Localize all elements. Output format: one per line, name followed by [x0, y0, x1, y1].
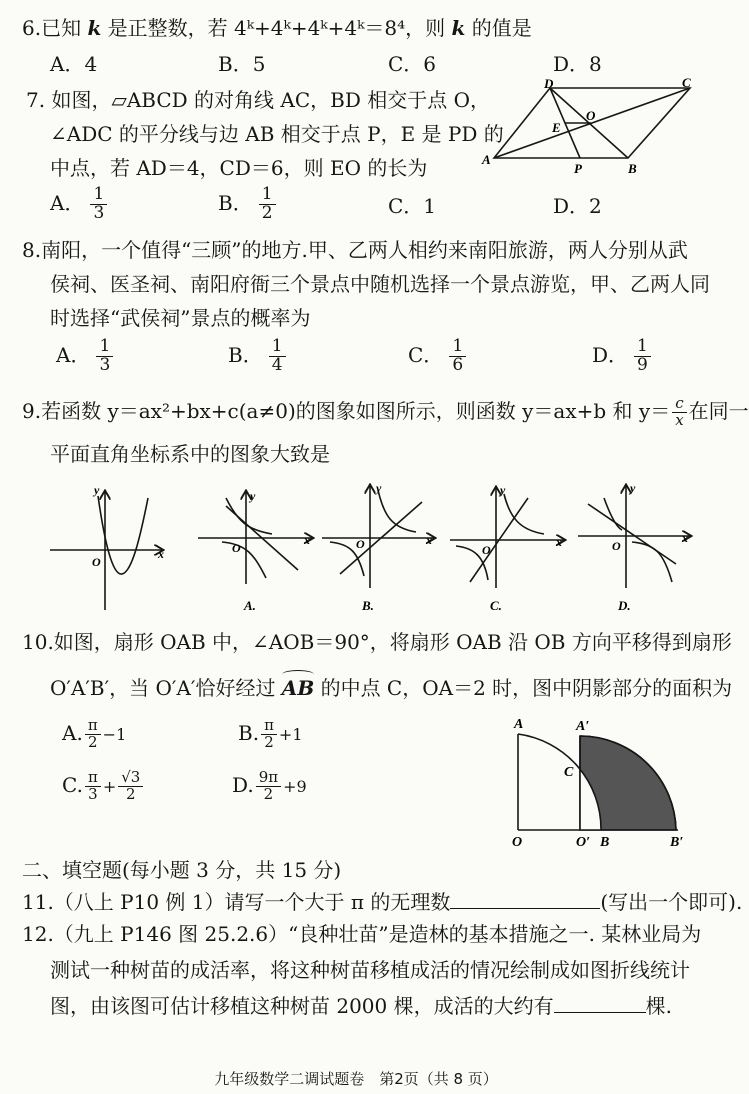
- q10-option-a-num: π: [85, 718, 101, 735]
- q7-option-a-num: 1: [90, 186, 107, 205]
- q12-line-3-text: 图，由该图可估计移植这种树苗 2000 棵，成活的大约有: [50, 994, 554, 1018]
- q12-line-3: [50, 994, 672, 1018]
- q10-label-o2: O′: [576, 835, 591, 850]
- q10-option-c-num2: √3: [118, 770, 143, 787]
- q6-post: ，则: [405, 16, 452, 40]
- section-2-heading: 二、填空题(每小题 3 分，共 15 分): [22, 858, 342, 882]
- q10-option-b-label: B.: [238, 720, 260, 745]
- q9-line-1: [22, 396, 749, 429]
- q10-label-a: A: [514, 717, 524, 732]
- q10-label-o: O: [512, 835, 523, 850]
- q9-b-x-label: x: [426, 533, 432, 547]
- q8-option-d-num: 1: [634, 338, 651, 357]
- q10-line-2: [50, 676, 732, 700]
- q7-option-b-den: 2: [261, 202, 273, 223]
- q10-option-b: [238, 718, 303, 751]
- q6-pre: 已知: [41, 16, 88, 40]
- q7-line-3: 中点，若 AD＝4，CD＝6，则 EO 的长为: [50, 156, 428, 180]
- q8-option-b-den: 4: [271, 354, 283, 375]
- q7-label-a: A: [482, 152, 491, 167]
- q9-a-origin: O: [232, 541, 241, 555]
- q10-option-d-den: 2: [263, 784, 274, 803]
- q8-option-a-label: A．: [56, 342, 91, 367]
- q8-option-b: [228, 338, 286, 375]
- q10-arc-ab: [282, 676, 314, 700]
- q10-option-b-fraction: [261, 718, 277, 751]
- q10-option-c-label: C.: [62, 772, 83, 797]
- q7-option-b-fraction: [259, 186, 276, 223]
- q7-diagonal-ac: [494, 88, 690, 158]
- q8-option-d-den: 9: [637, 354, 648, 375]
- q6-option-c: C．6: [388, 52, 437, 76]
- q10-option-c: [62, 770, 145, 803]
- q10-arc-ab-text: AB: [281, 676, 315, 700]
- q10-label-c: C: [564, 765, 574, 780]
- q12-answer-blank[interactable]: [554, 994, 646, 1013]
- q7-label-e: E: [552, 120, 561, 135]
- q8-option-b-fraction: [269, 338, 286, 375]
- q8-line-1: 8.南阳，一个值得“三顾”的地方.甲、乙两人相约来南阳旅游，两人分别从武: [22, 238, 688, 262]
- q7-option-a-fraction: [90, 186, 107, 223]
- q7-option-b-label: B．: [218, 190, 253, 215]
- q6-option-d: D．8: [553, 52, 602, 76]
- q9-frac-den: x: [675, 410, 684, 429]
- q11-pre: 11.（八上 P10 例 1）请写一个大于 π 的无理数: [22, 890, 451, 914]
- q10-sector-figure: [500, 712, 700, 848]
- q8-option-a: [56, 338, 113, 375]
- q8-option-a-num: 1: [96, 338, 113, 357]
- q8-option-d: [592, 338, 651, 375]
- q8-option-d-label: D．: [592, 342, 629, 367]
- q7-line-2: ∠ADC 的平分线与边 AB 相交于点 P，E 是 PD 的: [50, 122, 504, 146]
- q6-end: 的值是: [465, 16, 532, 40]
- q9-pre: 9.若函数 y＝ax²+bx+c(a≠0)的图象如图所示，则函数 y＝ax+b 和 y＝: [22, 398, 671, 423]
- q9-label-d: D.: [618, 598, 631, 613]
- q9-b-y-label: y: [376, 481, 382, 495]
- q10-option-d-num: 9π: [256, 770, 281, 787]
- q7-option-a: [50, 186, 107, 223]
- question-6-stem: [22, 16, 532, 40]
- q9-given-y-label: y: [94, 483, 100, 497]
- q9-d-x-label: x: [682, 531, 688, 545]
- q9-graphs: [0, 478, 712, 618]
- q9-a-y-label: y: [250, 489, 256, 503]
- q8-option-c-fraction: [449, 338, 466, 375]
- q9-c-origin: O: [482, 543, 491, 557]
- q6-option-a: A．4: [50, 52, 98, 76]
- q7-label-c: C: [682, 75, 691, 90]
- q12-line-1: 12.（九上 P146 图 25.2.6）“良种壮苗”是造林的基本措施之一. 某林业局为: [22, 922, 702, 946]
- q8-option-c-num: 1: [449, 338, 466, 357]
- q11-post: (写出一个即可).: [600, 890, 743, 914]
- q7-option-b: [218, 186, 276, 223]
- q9-c-y-label: y: [500, 483, 506, 497]
- q7-line-1: 7. 如图，▱ABCD 的对角线 AC，BD 相交于点 O，: [26, 88, 490, 112]
- q7-option-c: C．1: [388, 194, 437, 218]
- q6-option-b: B．5: [218, 52, 266, 76]
- q7-label-d: D: [544, 76, 554, 91]
- page-footer: 九年级数学二调试题卷 第2页（共 8 页）: [214, 1070, 498, 1088]
- q10-option-d-tail: +9: [283, 776, 307, 796]
- q9-line-2: 平面直角坐标系中的图象大致是: [50, 442, 330, 466]
- q10-option-a-tail: −1: [102, 724, 127, 744]
- q6-k: k: [87, 16, 102, 40]
- q7-option-d: D．2: [553, 194, 602, 218]
- q10-line-2-post: 的中点 C，OA＝2 时，图中阴影部分的面积为: [314, 676, 733, 700]
- q10-option-c-num: π: [85, 770, 101, 787]
- q10-option-d-label: D.: [232, 772, 254, 797]
- q10-option-c-den: 3: [88, 784, 98, 803]
- q7-option-a-den: 3: [93, 202, 105, 223]
- q7-label-b: B: [628, 161, 637, 176]
- q10-option-c-fraction-2: [118, 770, 143, 803]
- q9-label-b: B.: [362, 598, 374, 613]
- q10-option-c-den2: 2: [126, 784, 136, 803]
- q10-line-1: 10.如图，扇形 OAB 中，∠AOB＝90°，将扇形 OAB 沿 OB 方向平移得到扇形: [22, 630, 732, 654]
- q9-graph-b: [322, 486, 434, 588]
- q6-expression: 4ᵏ+4ᵏ+4ᵏ+4ᵏ＝8⁴: [234, 16, 406, 40]
- q7-option-a-label: A．: [50, 190, 85, 215]
- q8-option-b-num: 1: [269, 338, 286, 357]
- q8-option-d-fraction: [634, 338, 651, 375]
- q10-option-a: [62, 718, 126, 751]
- q10-option-b-den: 2: [264, 732, 274, 751]
- q10-label-b2: B′: [670, 835, 684, 850]
- q9-given-origin: O: [92, 555, 101, 569]
- q9-frac-num: c: [672, 396, 686, 413]
- q10-option-b-num: π: [261, 718, 277, 735]
- q9-graph-a: [198, 492, 312, 584]
- q9-graph-c: [450, 488, 564, 588]
- q10-label-a2: A′: [576, 719, 590, 734]
- q6-mid: 是正整数，若: [101, 16, 235, 40]
- q9-fraction-c-over-x: [672, 396, 686, 429]
- q9-post: 在同一: [688, 398, 749, 423]
- q7-parallelogram-figure: [476, 75, 708, 180]
- q10-line-2-pre: O′A′B′，当 O′A′恰好经过: [50, 676, 282, 700]
- q6-number: 6.: [22, 16, 42, 40]
- q9-d-origin: O: [612, 539, 621, 553]
- q9-label-c: C.: [490, 598, 502, 613]
- q8-line-3: 时选择“武侯祠”景点的概率为: [50, 306, 311, 330]
- q8-line-2: 侯祠、医圣祠、南阳府衙三个景点中随机选择一个景点游览，甲、乙两人同: [50, 272, 710, 296]
- q10-option-a-label: A.: [62, 720, 83, 745]
- q7-option-b-num: 1: [259, 186, 276, 205]
- q9-graph-d: [578, 486, 690, 588]
- q10-option-a-fraction: [85, 718, 101, 751]
- q10-option-a-den: 2: [87, 732, 98, 751]
- q8-option-c: [408, 338, 466, 375]
- q8-option-c-label: C．: [408, 342, 444, 367]
- q7-label-o: O: [586, 108, 596, 123]
- q7-label-p: P: [574, 161, 582, 176]
- q11-answer-blank[interactable]: [450, 890, 600, 909]
- q12-line-3-post: 棵.: [645, 994, 672, 1018]
- q9-c-x-label: x: [556, 535, 562, 549]
- q10-option-d: [232, 770, 307, 803]
- q11-line: [22, 890, 742, 914]
- q10-option-b-tail: +1: [278, 724, 303, 744]
- q9-b-origin: O: [356, 537, 365, 551]
- q9-label-a: A.: [244, 598, 256, 613]
- q9-given-parabola-graph: [50, 492, 162, 610]
- q10-option-c-plus: +: [102, 776, 117, 796]
- q9-d-y-label: y: [630, 481, 636, 495]
- q10-option-c-fraction-1: [85, 770, 101, 803]
- q8-option-a-fraction: [96, 338, 113, 375]
- q6-k2: k: [451, 16, 466, 40]
- q9-a-x-label: x: [304, 533, 310, 547]
- q8-option-a-den: 3: [99, 354, 111, 375]
- q12-line-2: 测试一种树苗的成活率，将这种树苗移植成活的情况绘制成如图折线统计: [50, 958, 690, 982]
- q9-given-x-label: x: [158, 547, 164, 561]
- q8-option-c-den: 6: [452, 354, 464, 375]
- q8-option-b-label: B．: [228, 342, 263, 367]
- q10-label-b: B: [600, 835, 610, 850]
- q10-option-d-fraction: [256, 770, 281, 803]
